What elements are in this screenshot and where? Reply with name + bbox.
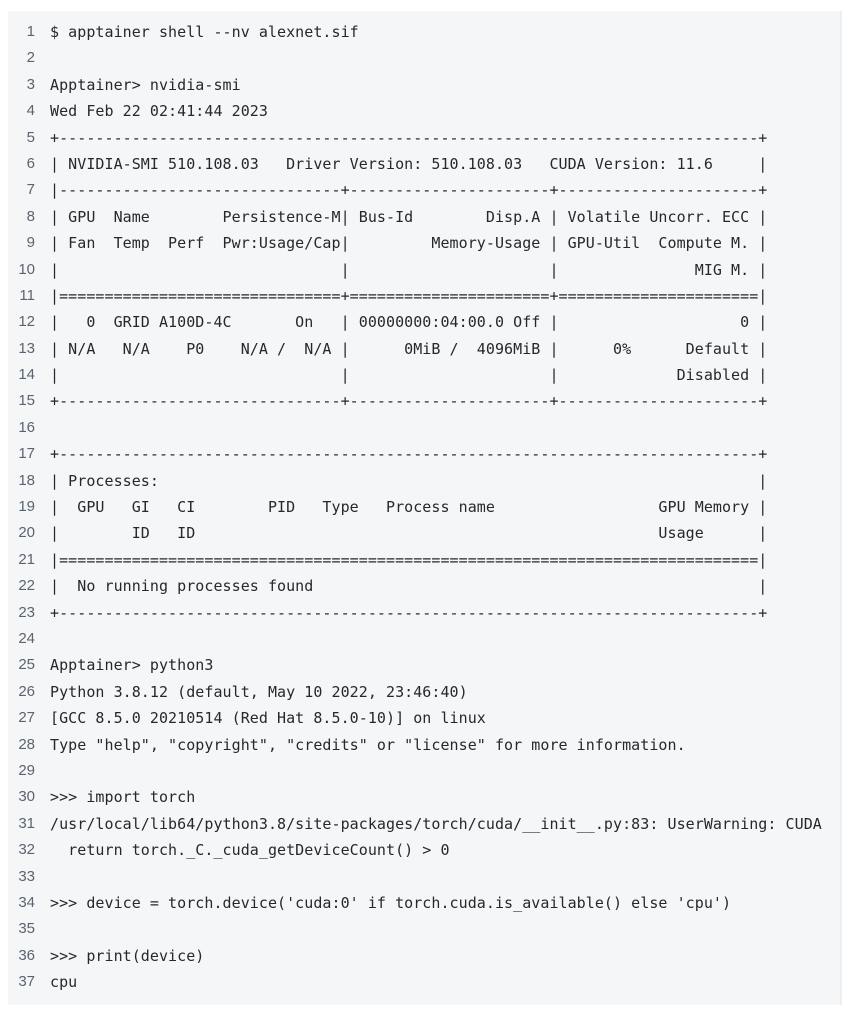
code-line [8, 257, 842, 283]
line-text: +-----------------------------------------------------------------------------+ [50, 445, 768, 464]
code-line [8, 520, 842, 546]
code-line [8, 151, 842, 177]
line-number: 20 [18, 524, 35, 542]
line-number: 37 [18, 973, 35, 991]
line-number: 18 [18, 471, 35, 489]
line-text: | NVIDIA-SMI 510.108.03 Driver Version: 510.108.03 CUDA Version: 11.6 | [50, 154, 768, 173]
line-text: Apptainer> nvidia-smi [50, 75, 241, 94]
code-line [8, 283, 842, 309]
line-number: 25 [18, 656, 35, 674]
line-text: [GCC 8.5.0 20210514 (Red Hat 8.5.0-10)] on linux [50, 709, 486, 728]
code-line [8, 943, 842, 969]
line-text: | Fan Temp Perf Pwr:Usage/Cap| Memory-Usage | GPU-Util Compute M. | [50, 234, 768, 253]
line-number: 26 [18, 682, 35, 700]
code-line [8, 784, 842, 810]
code-line [8, 652, 842, 678]
code-block [8, 11, 842, 1005]
code-line [8, 204, 842, 230]
code-line [8, 441, 842, 467]
line-number: 23 [18, 603, 35, 621]
line-number: 33 [18, 867, 35, 885]
line-text: Wed Feb 22 02:41:44 2023 [50, 102, 268, 121]
line-number: 11 [19, 286, 35, 304]
line-text: Type "help", "copyright", "credits" or "license" for more information. [50, 735, 686, 754]
line-number: 17 [18, 445, 35, 463]
line-number: 10 [18, 260, 35, 278]
line-number: 29 [18, 761, 35, 779]
line-text: |===============================+======================+======================| [50, 286, 768, 305]
code-line [8, 758, 842, 784]
code-line [8, 547, 842, 573]
line-text: +-------------------------------+----------------------+----------------------+ [50, 392, 768, 411]
line-text: | ID ID Usage | [50, 524, 768, 543]
code-line [8, 600, 842, 626]
line-number: 15 [18, 392, 35, 410]
code-line [8, 890, 842, 916]
code-line [8, 72, 842, 98]
code-line [8, 388, 842, 414]
line-number: 13 [18, 339, 35, 357]
code-line [8, 626, 842, 652]
code-line [8, 837, 842, 863]
line-text: | Processes: | [50, 471, 768, 490]
code-line [8, 98, 842, 124]
line-text: Python 3.8.12 (default, May 10 2022, 23:46:40) [50, 682, 468, 701]
line-number: 32 [18, 841, 35, 859]
line-number: 30 [18, 788, 35, 806]
line-text: |-------------------------------+----------------------+----------------------+ [50, 181, 768, 200]
line-text: | GPU Name Persistence-M| Bus-Id Disp.A | Volatile Uncorr. ECC | [50, 207, 768, 226]
line-number: 31 [18, 814, 35, 832]
code-line [8, 230, 842, 256]
line-text: >>> print(device) [50, 946, 205, 965]
line-number: 24 [18, 629, 35, 647]
code-line [8, 336, 842, 362]
code-line [8, 811, 842, 837]
code-line [8, 969, 842, 995]
line-number: 28 [18, 735, 35, 753]
line-text: | N/A N/A P0 N/A / N/A | 0MiB / 4096MiB | 0% Default | [50, 339, 768, 358]
line-text: +-----------------------------------------------------------------------------+ [50, 128, 768, 147]
line-number: 16 [18, 418, 35, 436]
line-number: 9 [26, 234, 35, 252]
line-number: 36 [18, 946, 35, 964]
line-text: | No running processes found | [50, 577, 768, 596]
line-number: 34 [18, 893, 35, 911]
code-line [8, 679, 842, 705]
line-number: 12 [18, 313, 35, 331]
line-number: 8 [26, 207, 35, 225]
code-line [8, 916, 842, 942]
line-number: 19 [18, 498, 35, 516]
line-number: 7 [26, 181, 35, 199]
line-text: cpu [50, 973, 78, 992]
line-text: | GPU GI CI PID Type Process name GPU Memory | [50, 498, 768, 517]
line-number: 2 [26, 49, 35, 67]
line-number: 14 [18, 366, 35, 384]
line-text: return torch._C._cuda_getDeviceCount() > 0 [50, 841, 450, 860]
line-number: 3 [26, 75, 35, 93]
line-text: +-----------------------------------------------------------------------------+ [50, 603, 768, 622]
code-line [8, 362, 842, 388]
line-number: 5 [26, 128, 35, 146]
line-text: >>> import torch [50, 788, 196, 807]
line-text: >>> device = torch.device('cuda:0' if torch.cuda.is_available() else 'cpu') [50, 893, 732, 912]
line-text: | | | Disabled | [50, 366, 768, 385]
code-line [8, 415, 842, 441]
code-line [8, 19, 842, 45]
line-text: |=============================================================================| [50, 550, 768, 569]
line-number: 1 [26, 23, 35, 40]
code-line [8, 864, 842, 890]
code-line [8, 309, 842, 335]
line-text: $ apptainer shell --nv alexnet.sif [50, 23, 359, 41]
code-line [8, 732, 842, 758]
code-line [8, 125, 842, 151]
line-number: 21 [18, 550, 35, 568]
code-line [8, 177, 842, 203]
scrollbar[interactable] [840, 11, 842, 1005]
line-number: 27 [18, 709, 35, 727]
code-line [8, 468, 842, 494]
line-text: | | | MIG M. | [50, 260, 768, 279]
code-line [8, 573, 842, 599]
line-text: | 0 GRID A100D-4C On | 00000000:04:00.0 Off | 0 | [50, 313, 768, 332]
line-number: 4 [26, 102, 35, 120]
line-number: 6 [26, 154, 35, 172]
code-lines [8, 19, 842, 995]
code-line [8, 705, 842, 731]
line-text: /usr/local/lib64/python3.8/site-packages/torch/cuda/__init__.py:83: UserWarning: CUDA [50, 814, 822, 833]
code-line [8, 494, 842, 520]
line-text: Apptainer> python3 [50, 656, 214, 675]
code-line [8, 45, 842, 71]
line-number: 35 [18, 920, 35, 938]
line-number: 22 [18, 577, 35, 595]
